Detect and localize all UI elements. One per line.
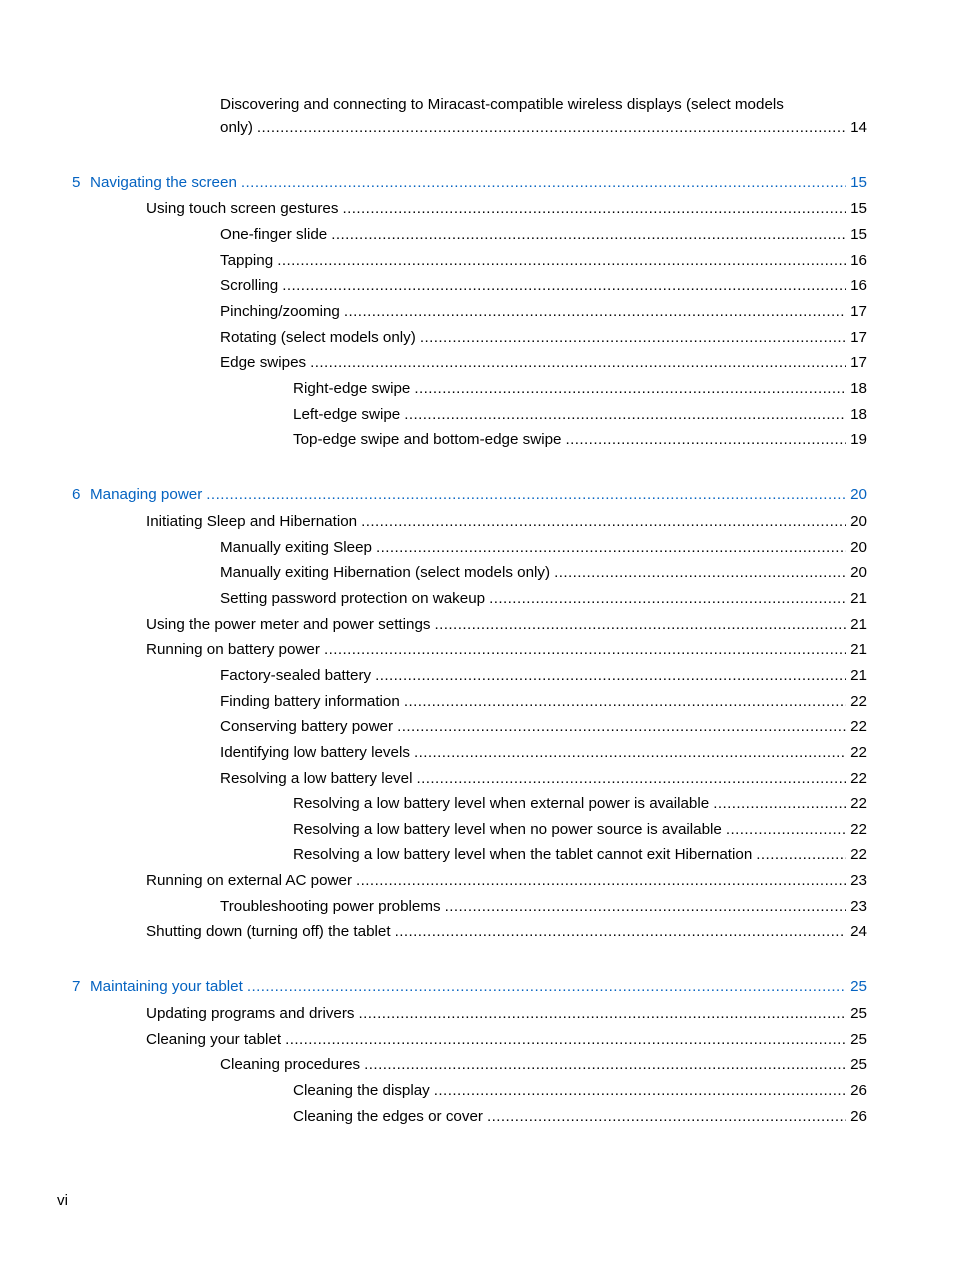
toc-entry-text: Using the power meter and power settings	[146, 616, 431, 633]
toc-entry-page: 15	[850, 174, 867, 191]
toc-entry-page: 22	[850, 744, 867, 761]
toc-entry[interactable]	[293, 844, 867, 866]
toc-entry[interactable]	[293, 819, 867, 841]
dot-leader	[434, 1080, 846, 1102]
toc-entry-page: 25	[850, 978, 867, 995]
toc-entry-text: Edge swipes	[220, 354, 307, 371]
toc-chapter-link[interactable]	[72, 976, 867, 998]
toc-entry-title	[220, 588, 489, 610]
toc-entry-page: 19	[850, 431, 867, 448]
toc-entry[interactable]	[146, 639, 867, 661]
dot-leader	[713, 793, 846, 815]
dot-leader	[376, 537, 846, 559]
toc-entry-title	[220, 301, 344, 323]
toc-entry-title	[220, 352, 310, 374]
dot-leader	[359, 1003, 847, 1025]
toc-entry-page: 22	[850, 718, 867, 735]
toc-entry-text: Maintaining your tablet	[90, 978, 243, 995]
toc-entry-title	[293, 429, 565, 451]
toc-entry-page: 21	[850, 616, 867, 633]
dot-leader	[395, 921, 847, 943]
toc-entry-page: 25	[850, 1005, 867, 1022]
toc-entry-title	[293, 844, 756, 866]
toc-entry-title	[146, 614, 435, 636]
dot-leader	[756, 844, 846, 866]
toc-entry-page: 20	[850, 486, 867, 503]
toc-entry[interactable]	[220, 562, 867, 584]
toc-entry-miracast-line1: Discovering and connecting to Miracast-compatible wireless displays (select models	[220, 96, 784, 113]
toc-entry-text: Conserving battery power	[220, 718, 394, 735]
toc-entry-page: 20	[850, 539, 867, 556]
toc-entry-text: Resolving a low battery level	[220, 770, 413, 787]
toc-entry-text: Finding battery information	[220, 693, 400, 710]
toc-entry-title	[220, 327, 420, 349]
toc-entry-title	[220, 768, 416, 790]
toc-entry-text: Rotating (select models only)	[220, 329, 416, 346]
dot-leader	[445, 896, 846, 918]
toc-entry-text: Setting password protection on wakeup	[220, 590, 486, 607]
toc-entry-page: 22	[850, 795, 867, 812]
page-number-footer: vi	[57, 1192, 68, 1209]
toc-entry-page: 22	[850, 846, 867, 863]
dot-leader	[414, 378, 846, 400]
toc-entry-text: Right-edge swipe	[293, 380, 411, 397]
dot-leader	[414, 742, 846, 764]
toc-entry[interactable]	[220, 896, 867, 918]
toc-entry-title	[72, 484, 206, 506]
toc-entry-text: Running on battery power	[146, 641, 320, 658]
toc-entry[interactable]	[146, 921, 867, 943]
toc-entry-title	[146, 1029, 285, 1051]
toc-entry-page: 21	[850, 590, 867, 607]
toc-entry-title	[146, 198, 342, 220]
toc-entry[interactable]	[220, 537, 867, 559]
toc-entry[interactable]	[293, 1080, 867, 1102]
dot-leader	[324, 639, 846, 661]
dot-leader	[356, 870, 846, 892]
dot-leader	[241, 172, 846, 194]
toc-entry-page: 17	[850, 329, 867, 346]
toc-entry-title	[146, 1003, 359, 1025]
dot-leader	[435, 614, 847, 636]
toc-entry-title	[293, 1106, 487, 1128]
toc-entry[interactable]	[220, 665, 867, 687]
toc-entry-title	[146, 870, 356, 892]
toc-entry-page: 14	[850, 119, 867, 136]
toc-entry-title	[220, 716, 397, 738]
toc-entry-title	[293, 378, 414, 400]
toc-entry-page: 21	[850, 641, 867, 658]
dot-leader	[397, 716, 846, 738]
toc-entry[interactable]	[293, 378, 867, 400]
toc-entry-text: Pinching/zooming	[220, 303, 340, 320]
dot-leader	[206, 484, 846, 506]
dot-leader	[285, 1029, 846, 1051]
toc-entry-text: Initiating Sleep and Hibernation	[146, 513, 358, 530]
toc-entry-page: 22	[850, 821, 867, 838]
toc-entry[interactable]	[293, 1106, 867, 1128]
toc-entry-text: Updating programs and drivers	[146, 1005, 355, 1022]
toc-entry-page: 20	[850, 564, 867, 581]
toc-chapter-link[interactable]	[72, 172, 867, 194]
toc-entry-page: 25	[850, 1031, 867, 1048]
toc-entry-text: Factory-sealed battery	[220, 667, 372, 684]
toc-entry-text: Manually exiting Hibernation (select models only)	[220, 564, 551, 581]
chapter-number: 6	[72, 486, 81, 503]
toc-entry-title	[220, 224, 331, 246]
toc-entry-title	[220, 691, 404, 713]
toc-entry[interactable]	[220, 716, 867, 738]
toc-entry[interactable]	[220, 1054, 867, 1076]
toc-entry-title	[220, 250, 277, 272]
dot-leader	[310, 352, 846, 374]
dot-leader	[416, 768, 846, 790]
toc-chapter-link[interactable]	[72, 484, 867, 506]
toc-entry-title	[146, 639, 324, 661]
toc-entry-page: 24	[850, 923, 867, 940]
dot-leader	[404, 404, 846, 426]
dot-leader	[554, 562, 846, 584]
toc-entry-title	[72, 172, 241, 194]
toc-entry-page: 16	[850, 252, 867, 269]
toc-entry-miracast[interactable]	[220, 117, 867, 139]
toc-entry-title	[146, 511, 361, 533]
toc-entry-text: Using touch screen gestures	[146, 200, 339, 217]
dot-leader	[361, 511, 846, 533]
toc-entry[interactable]	[146, 1003, 867, 1025]
dot-leader	[282, 275, 846, 297]
toc-entry-page: 22	[850, 770, 867, 787]
toc-entry-title	[220, 275, 282, 297]
toc-entry-text: Resolving a low battery level when the tablet cannot exit Hibernation	[293, 846, 753, 863]
dot-leader	[726, 819, 846, 841]
toc-entry-text: Running on external AC power	[146, 872, 353, 889]
toc-entry[interactable]	[146, 614, 867, 636]
dot-leader	[565, 429, 846, 451]
toc-entry-title	[220, 896, 445, 918]
toc-entry-text: Scrolling	[220, 277, 279, 294]
toc-entry-text: Cleaning procedures	[220, 1056, 361, 1073]
toc-entry-text: Top-edge swipe and bottom-edge swipe	[293, 431, 562, 448]
toc-entry[interactable]	[293, 429, 867, 451]
dot-leader	[277, 250, 846, 272]
toc-entry[interactable]	[146, 511, 867, 533]
toc-entry-text: Left-edge swipe	[293, 406, 401, 423]
toc-entry-page: 25	[850, 1056, 867, 1073]
toc-entry-text: Resolving a low battery level when no power source is available	[293, 821, 722, 838]
toc-entry[interactable]	[220, 691, 867, 713]
toc-entry[interactable]	[220, 224, 867, 246]
toc-entry-text: Manually exiting Sleep	[220, 539, 372, 556]
toc-entry[interactable]	[220, 275, 867, 297]
toc-entry-text: Troubleshooting power problems	[220, 898, 441, 915]
toc-entry-text: Tapping	[220, 252, 274, 269]
toc-entry[interactable]	[146, 198, 867, 220]
dot-leader	[331, 224, 846, 246]
dot-leader	[247, 976, 846, 998]
toc-entry-text: Navigating the screen	[90, 174, 237, 191]
toc-entry[interactable]	[146, 870, 867, 892]
toc-entry-text: Managing power	[90, 486, 203, 503]
chapter-number: 5	[72, 174, 81, 191]
toc-entry-title	[220, 562, 554, 584]
toc-entry[interactable]	[220, 250, 867, 272]
toc-entry-page: 15	[850, 200, 867, 217]
toc-entry[interactable]	[220, 352, 867, 374]
toc-entry-text: Cleaning the edges or cover	[293, 1108, 483, 1125]
toc-entry-page: 17	[850, 303, 867, 320]
toc-entry[interactable]	[220, 327, 867, 349]
toc-entry-title	[293, 793, 713, 815]
toc-entry[interactable]	[220, 301, 867, 323]
toc-entry[interactable]	[293, 793, 867, 815]
toc-entry[interactable]	[146, 1029, 867, 1051]
toc-entry-title	[72, 976, 247, 998]
toc-entry[interactable]	[220, 768, 867, 790]
chapter-number: 7	[72, 978, 81, 995]
toc-entry-title	[220, 665, 375, 687]
toc-entry-title	[146, 921, 395, 943]
dot-leader	[364, 1054, 846, 1076]
toc-entry-title	[220, 742, 414, 764]
dot-leader	[344, 301, 846, 323]
toc-entry-title: only)	[220, 119, 253, 136]
toc-entry-page: 17	[850, 354, 867, 371]
toc-entry-page: 26	[850, 1108, 867, 1125]
toc-entry-page: 23	[850, 898, 867, 915]
toc-entry-title	[293, 1080, 434, 1102]
toc-entry-text: One-finger slide	[220, 226, 328, 243]
toc-entry-title	[293, 819, 726, 841]
toc-entry-page: 18	[850, 380, 867, 397]
dot-leader	[342, 198, 846, 220]
toc-entry-text: Cleaning the display	[293, 1082, 430, 1099]
toc-entry-text: Identifying low battery levels	[220, 744, 410, 761]
toc-entry-text: Shutting down (turning off) the tablet	[146, 923, 391, 940]
dot-leader	[375, 665, 846, 687]
toc-entry-title	[293, 404, 404, 426]
toc-entry-page: 26	[850, 1082, 867, 1099]
toc-entry-page: 20	[850, 513, 867, 530]
toc-entry-page: 18	[850, 406, 867, 423]
toc-entry[interactable]	[220, 742, 867, 764]
dot-leader	[404, 691, 846, 713]
toc-entry-title	[220, 1054, 364, 1076]
dot-leader	[420, 327, 846, 349]
dot-leader	[487, 1106, 846, 1128]
toc-entry-text: Resolving a low battery level when external power is available	[293, 795, 710, 812]
dot-leader	[257, 117, 846, 139]
toc-entry[interactable]	[220, 588, 867, 610]
toc-entry[interactable]	[293, 404, 867, 426]
toc-entry-page: 16	[850, 277, 867, 294]
toc-entry-text: Cleaning your tablet	[146, 1031, 282, 1048]
toc-entry-title	[220, 537, 376, 559]
toc-entry-page: 22	[850, 693, 867, 710]
dot-leader	[489, 588, 846, 610]
toc-entry-page: 21	[850, 667, 867, 684]
toc-entry-page: 15	[850, 226, 867, 243]
toc-entry-page: 23	[850, 872, 867, 889]
